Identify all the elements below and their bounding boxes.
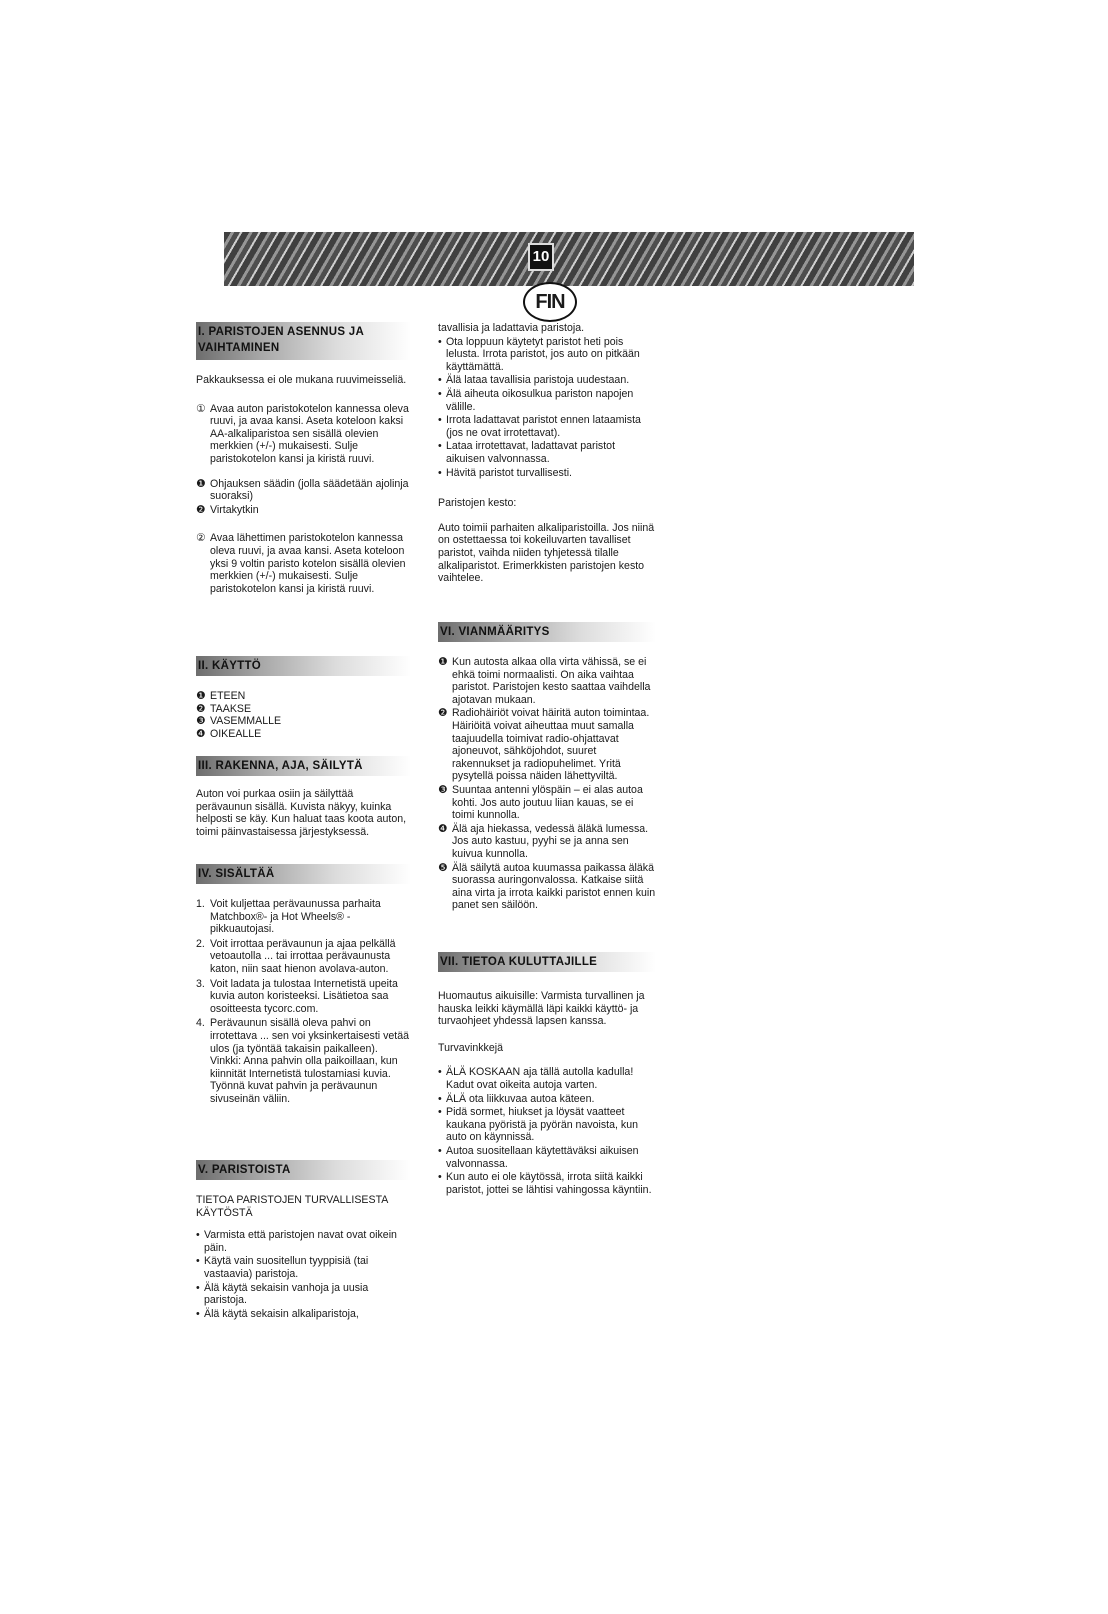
list-item: [196, 403, 411, 466]
paragraph: Auto toimii parhaiten alkaliparistoilla. Jos niinä on ostettaessa toi kokeiluvarten tavalliset paristot, vaihda niiden tyhjetessä tilalle alkaliparistot. Erimerkkisten paristojen kesto vaihtelee.: [438, 521, 655, 585]
item-marker: ❸: [196, 715, 206, 728]
section-heading: II. KÄYTTÖ: [196, 656, 411, 676]
list-item: [196, 978, 411, 1016]
item-marker: 4.: [196, 1017, 205, 1030]
item-marker: ❹: [438, 822, 448, 835]
list-item: • Älä käytä sekaisin alkaliparistoja,: [196, 1308, 411, 1321]
list-item: • Käytä vain suositellun tyyppisiä (tai vastaavia) paristoja.: [196, 1255, 411, 1280]
list-item: [438, 656, 656, 706]
list-item: [196, 728, 411, 741]
item-text: Avaa lähettimen paristokotelon kannessa oleva ruuvi, ja avaa kansi. Aseta koteloon yksi 9 voltin paristo kotelon sisällä olevien merkkien (+/-) mukaisesti. Sulje paristokotelon kansi ja kiristä ruuvi.: [210, 532, 406, 595]
list-item: • Irrota ladattavat paristot ennen lataamista (jos ne ovat irrotettavat).: [438, 414, 656, 439]
list-item: [196, 1017, 411, 1105]
list-item: • Pidä sormet, hiukset ja löysät vaatteet kaukana pyöristä ja pyörän navoista, kun auto on käynnissä.: [438, 1106, 656, 1144]
language-badge: FIN: [523, 282, 577, 322]
contents-list: [196, 898, 411, 1106]
item-marker: ❸: [438, 783, 448, 796]
list-item: [196, 478, 411, 503]
troubleshooting-list: [438, 656, 656, 912]
item-marker: ①: [196, 402, 206, 415]
section-heading: IV. SISÄLTÄÄ: [196, 864, 411, 884]
list-item: [196, 898, 411, 936]
section-contents: [196, 864, 411, 1108]
section-heading: V. PARISTOISTA: [196, 1160, 411, 1180]
item-text: OIKEALLE: [210, 727, 262, 740]
item-marker: ②: [196, 532, 206, 545]
list-item: [196, 938, 411, 976]
item-text: Radiohäiriöt voivat häiritä auton toimintaa. Häiriöitä voivat aiheuttaa muut samalla taajuudella toimivat radio-ohjattavat ajoneuvot, sähköjohdot, suuret rakennukset ja radiopuhelimet. Yritä pysytellä poissa näiden lähettyviltä.: [452, 707, 650, 783]
item-marker: ❷: [438, 707, 448, 720]
list-item: [196, 532, 411, 595]
list-item: • Hävitä paristot turvallisesti.: [438, 467, 656, 480]
item-marker: ❺: [438, 861, 448, 874]
item-text: Virtakytkin: [210, 503, 259, 516]
item-text: Perävaunun sisällä oleva pahvi on irrotettava ... sen voi yksinkertaisesti vetää ulos (ja työntää takaisin paikalleen). Vinkki: Anna pahvin olla paikoillaan, kun kiinnität Internetistä tulostamiasi kuvia. Työnnä kuvat pahvin ja perävaunun sivuseinän väliin.: [210, 1017, 410, 1105]
section-heading: I. PARISTOJEN ASENNUS JA VAIHTAMINEN: [196, 322, 411, 360]
battery-safety-list: [438, 336, 656, 480]
item-marker: 3.: [196, 977, 205, 990]
battery-safety-list: [196, 1229, 411, 1320]
item-text: Voit kuljettaa perävaunussa parhaita Matchbox®- ja Hot Wheels® -pikkuautojasi.: [210, 898, 381, 936]
item-text: TAAKSE: [210, 702, 252, 715]
section-consumer-info: [438, 952, 656, 1197]
subheading: Paristojen kesto:: [438, 497, 517, 510]
paragraph: Huomautus aikuisille: Varmista turvallinen ja hauska leikki käymällä läpi kaikki käyttö- ja turvaohjeet yhdessä lapsen kanssa.: [438, 990, 645, 1028]
list-item: • ÄLÄ ota liikkuvaa autoa käteen.: [438, 1093, 656, 1106]
list-item: [438, 823, 656, 861]
item-marker: ❶: [196, 477, 206, 490]
section-batteries-cont: [438, 322, 656, 595]
item-text: Kun autosta alkaa olla virta vähissä, se ei ehkä toimi normaalisti. On aika vaihtaa paristot. Paristojen kesto saattaa vaihdella ajotavan mukaan.: [452, 656, 651, 706]
subheading: Turvavinkkejä: [438, 1041, 503, 1054]
subheading: TIETOA PARISTOJEN TURVALLISESTA KÄYTÖSTÄ: [196, 1194, 388, 1219]
item-text: Voit ladata ja tulostaa Internetistä upeita kuvia auton koristeeksi. Lisätietoa saa osoitteesta tycorc.com.: [210, 977, 398, 1015]
section-battery-install: [196, 322, 411, 604]
list-item: • Ota loppuun käytetyt paristot heti pois lelusta. Irrota paristot, jos auto on pitkään käyttämättä.: [438, 336, 656, 374]
list-item: • ÄLÄ KOSKAAN aja tällä autolla kadulla! Kadut ovat oikeita autoja varten.: [438, 1066, 656, 1091]
item-marker: ❷: [196, 702, 206, 715]
section-heading: III. RAKENNA, AJA, SÄILYTÄ: [196, 756, 411, 776]
page-number: 10: [528, 243, 554, 271]
section-troubleshooting: [438, 622, 656, 913]
list-item: [438, 707, 656, 783]
header-banner: [224, 232, 914, 286]
section-batteries: [196, 1160, 411, 1321]
paragraph: Auton voi purkaa osiin ja säilyttää perävaunun sisällä. Kuvista näkyy, kuinka helposti se käy. Kun haluat taas koota auton, toimi päinvastaisessa järjestyksessä.: [196, 788, 407, 838]
paragraph: tavallisia ja ladattavia paristoja.: [438, 322, 585, 334]
section-build-drive-store: [196, 756, 411, 848]
item-text: Avaa auton paristokotelon kannessa oleva ruuvi, ja avaa kansi. Aseta koteloon kaksi AA-alkaliparistoa sen sisällä olevien merkkien (+/-) mukaisesti. Sulje paristokotelon kansi ja kiristä ruuvi.: [210, 402, 409, 465]
list-item: • Lataa irrotettavat, ladattavat paristot aikuisen valvonnassa.: [438, 440, 656, 465]
item-marker: ❹: [196, 727, 206, 740]
list-item: • Älä käytä sekaisin vanhoja ja uusia paristoja.: [196, 1282, 411, 1307]
list-item: [196, 504, 411, 517]
list-item: • Älä aiheuta oikosulkua pariston napojen välille.: [438, 388, 656, 413]
safety-tips-list: [438, 1066, 656, 1196]
item-text: Älä säilytä autoa kuumassa paikassa äläkä suorassa auringonvalossa. Katkaise siitä aina virta ja irrota kaikki paristot ennen kuin panet sen säilöön.: [452, 861, 656, 912]
list-item: [438, 862, 656, 912]
item-text: Ohjauksen säädin (jolla säädetään ajolinja suoraksi): [210, 477, 409, 503]
item-text: Älä aja hiekassa, vedessä äläkä lumessa. Jos auto kastuu, pyyhi se ja anna sen kuivua kunnolla.: [452, 822, 649, 860]
list-item: • Varmista että paristojen navat ovat oikein päin.: [196, 1229, 411, 1254]
list-item: [196, 703, 411, 716]
section-usage: [196, 656, 411, 740]
list-item: • Autoa suositellaan käytettäväksi aikuisen valvonnassa.: [438, 1145, 656, 1170]
section-heading: VI. VIANMÄÄRITYS: [438, 622, 656, 642]
section-heading: VII. TIETOA KULUTTAJILLE: [438, 952, 656, 972]
item-text: VASEMMALLE: [210, 715, 282, 728]
item-marker: 1.: [196, 898, 205, 910]
list-item: • Kun auto ei ole käytössä, irrota siitä kaikki paristot, jottei se lähtisi vahingossa käyntiin.: [438, 1171, 656, 1196]
item-text: Voit irrottaa perävaunun ja ajaa pelkällä vetoautolla ... tai irrottaa perävaunusta katon, niin saat hienon avolava-auton.: [210, 937, 396, 975]
paragraph: Pakkauksessa ei ole mukana ruuvimeisseliä.: [196, 374, 407, 386]
list-item: • Älä lataa tavallisia paristoja uudestaan.: [438, 374, 656, 387]
item-marker: 2.: [196, 937, 205, 950]
item-marker: ❶: [438, 656, 448, 668]
item-text: Suuntaa antenni ylöspäin – ei alas autoa kohti. Jos auto joutuu liian kauas, se ei toimi kunnolla.: [452, 783, 643, 822]
list-item: [196, 715, 411, 728]
item-marker: ❶: [196, 690, 206, 702]
list-item: [438, 784, 656, 822]
list-item: [196, 690, 411, 703]
usage-list: [196, 690, 411, 740]
item-marker: ❷: [196, 503, 206, 516]
item-text: ETEEN: [210, 690, 246, 702]
